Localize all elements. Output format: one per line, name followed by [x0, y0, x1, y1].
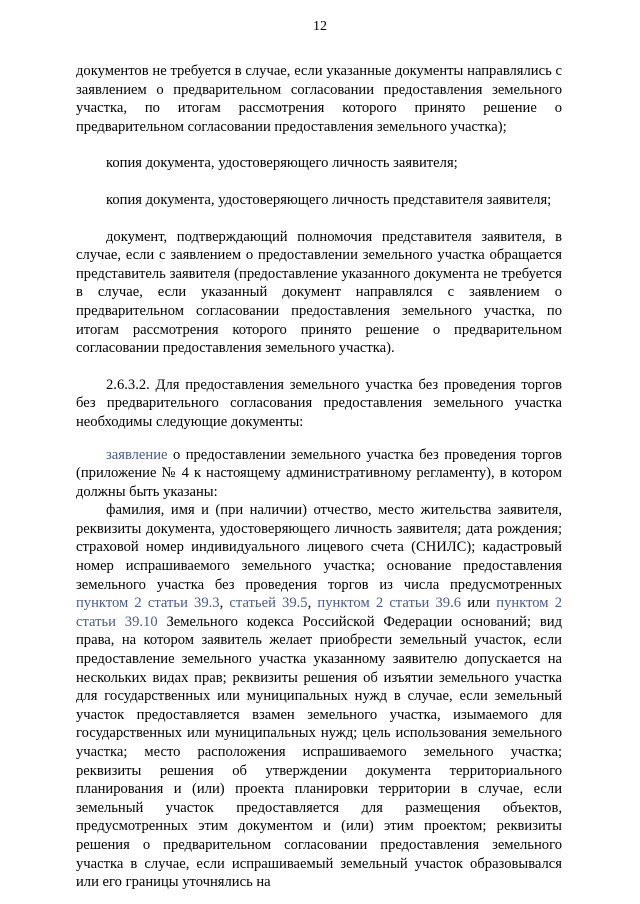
paragraph-representative-id-copy: [76, 191, 562, 210]
legal-reference-link[interactable]: пунктом 2 статьи 39.6: [317, 595, 462, 612]
legal-reference-link[interactable]: статьей 39.5: [229, 595, 308, 612]
paragraph-text: ,: [307, 595, 318, 612]
paragraph-text: или: [461, 595, 497, 612]
paragraph-text: копия документа, удостоверяющего личность заявителя;: [106, 155, 458, 172]
paragraph-applicant-id-copy: [76, 154, 562, 173]
paragraph-text: Земельного кодекса Российской Федерации оснований; вид права, на котором заявитель желает приобрести земельный участок, если предоставление земельного участка указанному заявителю допускается на нескольких видах прав; реквизиты решения об изъятии земельного участка для государственных или муниципальных нужд в случае, если земельный участок предоставляется взамен земельного участка, изымаемого для государственных или муниципальных нужд; цель использования земельного участка; место расположения испрашиваемого земельного участка; реквизиты решения об утверждении документа территориального планирования и (или) проекта планировки территории в случае, если земельный участок предоставляется для размещения объектов, предусмотренных этим документом и (или) этим проектом; реквизиты решения о предварительном согласовании предоставления земельного участка в случае, если испрашиваемый земельный участок образовывался или его границы уточнялись на: [76, 613, 562, 891]
paragraph-text: копия документа, удостоверяющего личность представителя заявителя;: [106, 191, 552, 208]
paragraph-application-details: [76, 501, 562, 891]
paragraph-authority-document: [76, 228, 562, 358]
legal-reference-link[interactable]: пунктом 2 статьи 39.10: [76, 595, 563, 630]
paragraph-text: ,: [219, 595, 230, 612]
paragraph-text: 2.6.3.2. Для предоставления земельного участка без проведения торгов без предварительного согласования предоставления земельного участка необходимы следующие документы:: [76, 376, 562, 430]
paragraph-text: о предоставлении земельного участка без проведения торгов (приложение № 4 к настоящему административному регламенту), в котором должны быть указаны:: [76, 446, 562, 500]
legal-reference-link[interactable]: пунктом 2 статьи 39.3: [76, 595, 220, 612]
paragraph-continuation: [76, 62, 562, 136]
paragraph-application: [76, 446, 562, 502]
paragraph-text: фамилия, имя и (при наличии) отчество, место жительства заявителя, реквизиты документа, удостоверяющего личность заявителя; дата рождения; страховой номер индивидуального лицевого счета (СНИЛС); кадастровый номер испрашиваемого земельного участка; основание предоставления земельного участка без проведения торгов из числа предусмотренных: [76, 502, 562, 593]
document-body: [76, 62, 562, 892]
paragraph-text: документов не требуется в случае, если указанные документы направлялись с заявлением о предварительном согласовании предоставления земельного участка, по итогам рассмотрения которого принято решение о предварительном согласовании предоставления земельного участка);: [76, 63, 562, 135]
legal-reference-link[interactable]: заявление: [106, 446, 168, 463]
page-number: 12: [313, 19, 327, 34]
paragraph-section-2-6-3-2: [76, 376, 562, 432]
paragraph-text: документ, подтверждающий полномочия представителя заявителя, в случае, если с заявлением о предоставлении земельного участка обращается представитель заявителя (предоставление указанного документа не требуется в случае, если указанный документ направлялся с заявлением о предварительном согласовании предоставления земельного участка, по итогам рассмотрения которого принято решение о предварительном согласовании предоставления земельного участка).: [76, 228, 562, 357]
